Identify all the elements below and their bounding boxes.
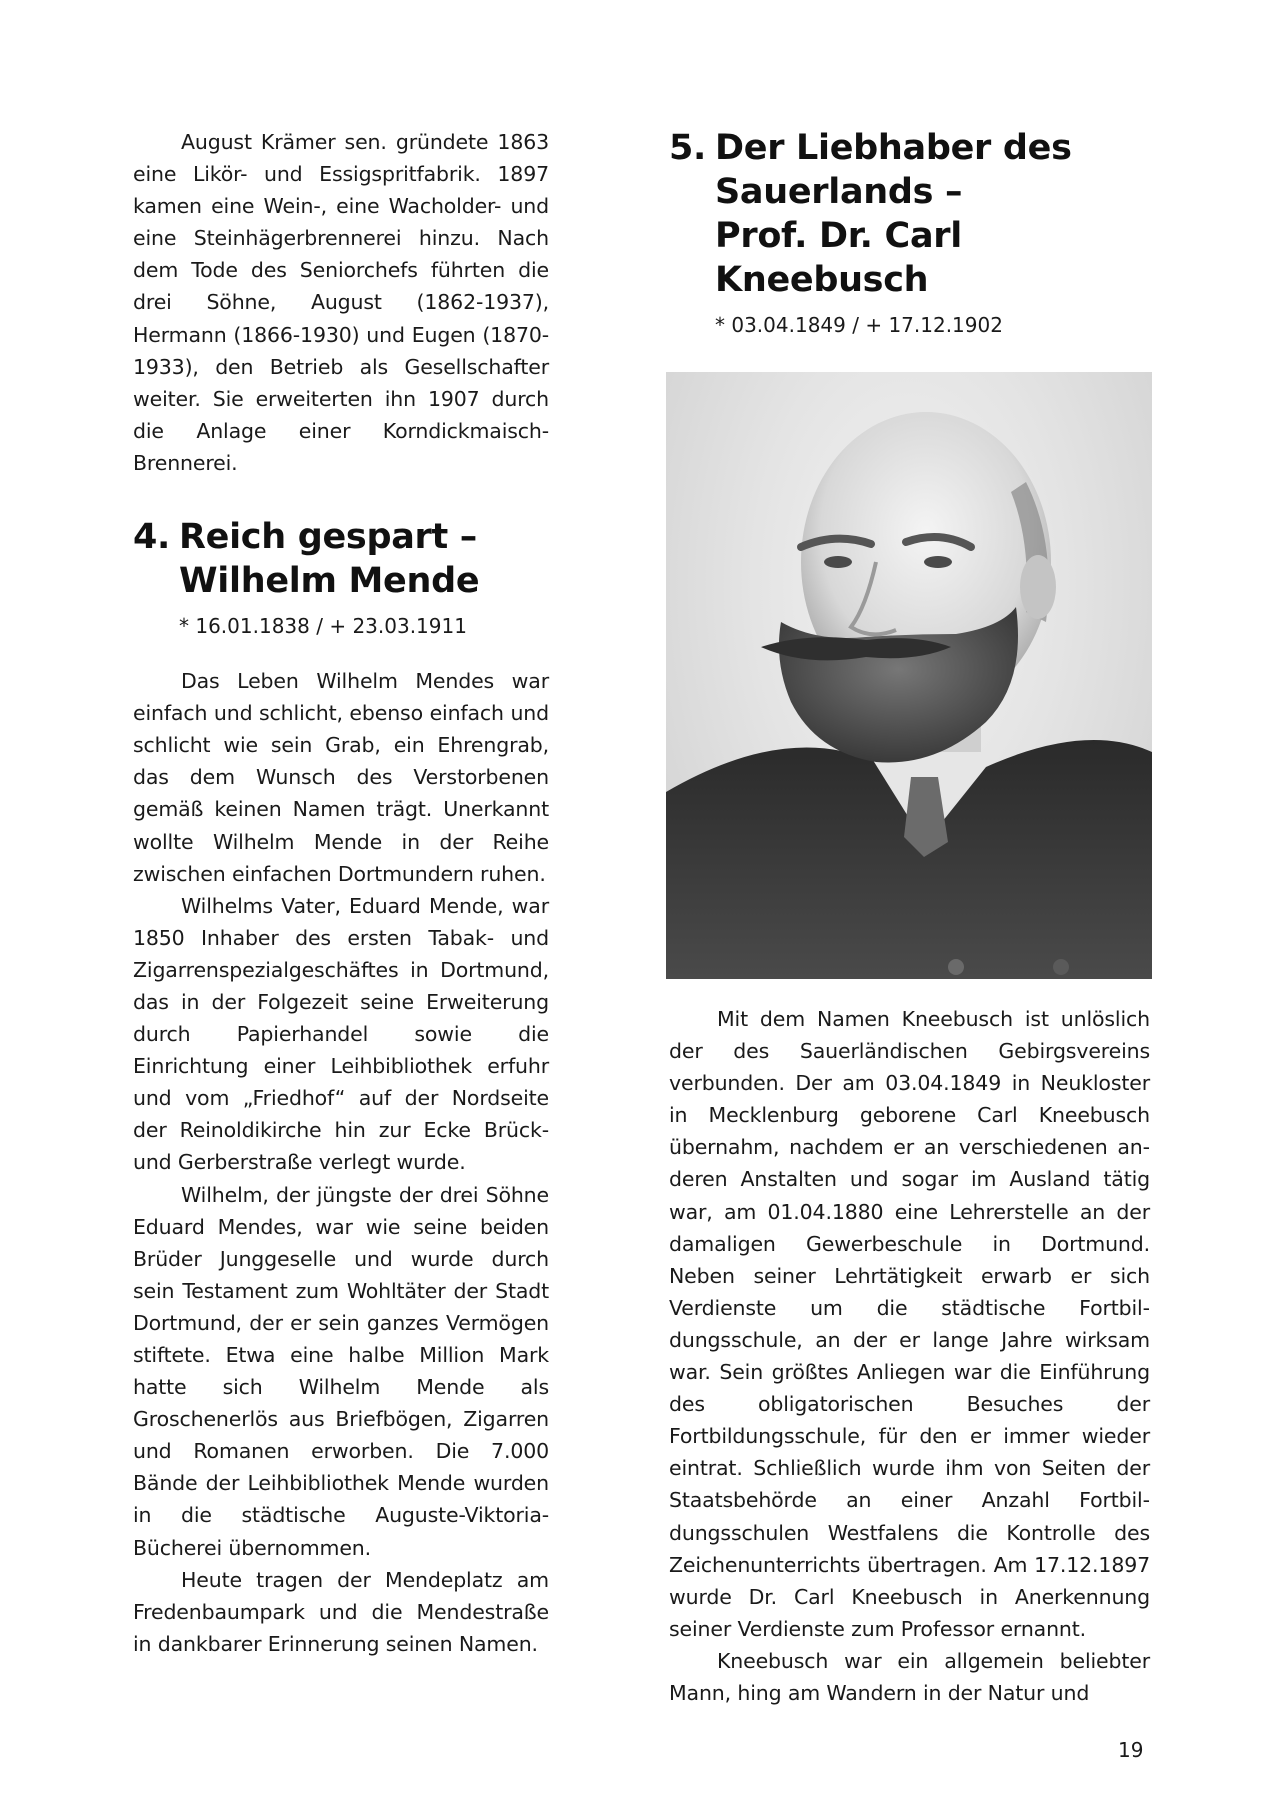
section-number: 4. [133, 517, 171, 558]
section-4-header [133, 515, 549, 641]
portrait-illustration [666, 372, 1152, 979]
life-dates: * 16.01.1838 / + 23.03.1911 [179, 614, 467, 639]
section-number: 5. [669, 128, 707, 168]
portrait-photo [666, 372, 1152, 979]
paragraph: Wilhelms Vater, Eduard Mende, war 1850 Inhaber des ersten Tabak- und Zigarrenspezialgeschäftes in Dortmund, das in der Folgezeit seine Erweiterung durch Papierhandel sowie die Einrichtung einer Leihbibliothek erfuhr und vom „Friedhof“ auf der Nordseite der Reinoldikirche hin zur Ecke Brück- und Gerberstraße verlegt wurde. [133, 893, 549, 1175]
paragraph: Wilhelm, der jüngste der drei Söhne Eduard Mendes, war wie seine beiden Brüder Junggeselle und wurde durch sein Testament zum Wohltäter der Stadt Dortmund, der er sein ganzes Vermögen stiftete. Etwa eine halbe Million Mark hatte sich Wilhelm Mende als Groschenerlös aus Briefbögen, Zigarren und Romanen erworben. Die 7.000 Bände der Leihbibliothek Mende wurden in die städtische Auguste-Viktoria-Bücherei übernommen. [133, 1182, 549, 1560]
section-5-body [669, 1003, 1150, 1709]
paragraph: Kneebusch war ein allgemein beliebter Mann, hing am Wandern in der Natur und [669, 1648, 1150, 1705]
right-column [669, 126, 1150, 1709]
heading-line: Reich gespart – [179, 517, 478, 558]
section-heading [133, 515, 549, 603]
left-column [133, 126, 549, 1660]
heading-line: Der Liebhaber des [715, 128, 1072, 168]
intro-text [133, 126, 549, 479]
heading-line: Prof. Dr. Carl Kneebusch [715, 216, 962, 300]
paragraph: Das Leben Wilhelm Mendes war einfach und schlicht, ebenso einfach und schlicht wie sein Grab, ein Ehrengrab, das dem Wunsch des Verstorbenen gemäß keinen Namen trägt. Unerkannt wollte Wilhelm Mende in der Reihe zwischen einfachen Dortmundern ruhen. [133, 669, 549, 886]
life-dates: * 03.04.1849 / + 17.12.1902 [715, 313, 1003, 337]
section-5-header [669, 126, 1085, 340]
heading-line: Sauerlands – [715, 172, 963, 212]
paragraph: Mit dem Namen Kneebusch ist unlöslich der des Sauerländischen Gebirgsvereins verbunden. Der am 03.04.1849 in Neukloster in Mecklenburg geborene Carl Kneebusch übernahm, nachdem er an verschiedenen anderen Anstalten und sogar im Ausland tätig war, am 01.04.1880 eine Lehrerstelle an der damaligen Gewerbeschule in Dortmund. Neben seiner Lehrtätigkeit erwarb er sich Verdienste um die städtische Fortbildungsschule, an der er lange Jahre wirksam war. Sein größtes Anliegen war die Einführung des obligatorischen Besuches der Fortbildungsschule, für den er immer wieder eintrat. Schließlich wurde ihm von Seiten der Staatsbehörde an einer Anzahl Fortbildungsschulen Westfalens die Kontrolle des Zeichenunterrichts übertragen. Am 17.12.1897 wurde Dr. Carl Kneebusch in Anerkennung seiner Verdienste zum Professor ernannt. [669, 1007, 1150, 1641]
section-heading [669, 126, 1085, 302]
paragraph: August Krämer sen. gründete 1863 eine Likör- und Essigspritfabrik. 1897 kamen eine Wein-, eine Wacholder- und eine Steinhägerbrennerei hinzu. Nach dem Tode des Seniorchefs führten die drei Söhne, August (1862-1937), Hermann (1866-1930) und Eugen (1870-1933), den Betrieb als Gesellschafter weiter. Sie erweiterten ihn 1907 durch die Anlage einer Korndickmaisch-Brennerei. [133, 130, 549, 475]
paragraph: Heute tragen der Mendeplatz am Fredenbaumpark und die Mendestraße in dankbarer Erinnerung seinen Namen. [133, 1567, 549, 1656]
heading-line: Wilhelm Mende [179, 561, 480, 602]
page-number: 19 [1118, 1738, 1144, 1762]
section-4-body [133, 665, 549, 1660]
